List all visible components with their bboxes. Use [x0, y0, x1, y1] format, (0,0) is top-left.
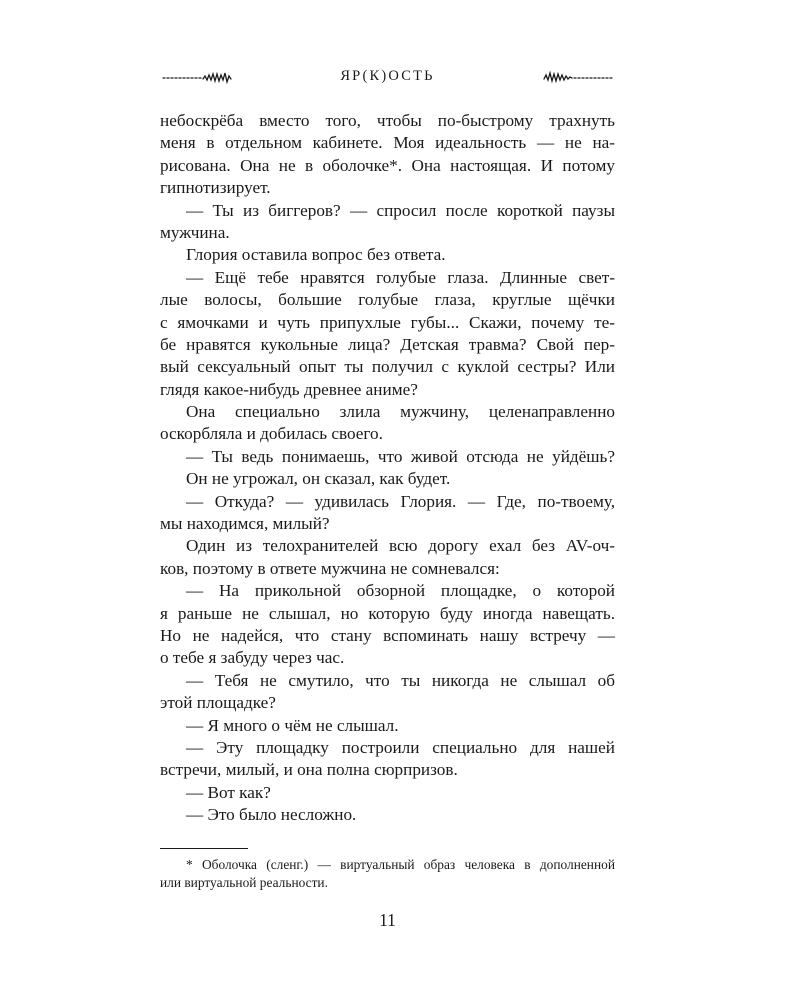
text-line: бе нравятся кукольные лица? Детская травма? Свой пер- [160, 334, 615, 354]
text-line: рисована. Она не в оболочке*. Она настоящая. И потому [160, 155, 615, 175]
text-line: мы находимся, милый? [160, 514, 330, 534]
text-line: — Тебя не смутило, что ты никогда не слышал об [186, 670, 615, 690]
text-line: — Я много о чём не слышал. [186, 715, 399, 735]
text-line: встречи, милый, и она полна сюрпризов. [160, 760, 458, 780]
text-line: лые волосы, большие голубые глаза, круглые щёчки [160, 290, 615, 310]
text-line: этой площадке? [160, 693, 276, 713]
text-line: о тебе я забуду через час. [160, 648, 345, 668]
text-line: Один из телохранителей всю дорогу ехал без AV-оч- [186, 536, 615, 556]
text-line: — Ты ведь понимаешь, что живой отсюда не уйдёшь? [186, 446, 615, 466]
text-line: — Ты из биггеров? — спросил после короткой паузы [186, 200, 615, 220]
text-line: оскорбляла и добилась своего. [160, 424, 383, 444]
text-line: — Это было несложно. [186, 805, 357, 825]
text-line: Но не надейся, что стану вспоминать нашу встречу — [160, 625, 615, 645]
decorative-rule-ornament-icon [541, 69, 613, 85]
running-header [160, 66, 615, 90]
text-line: с ямочками и чуть припухлые губы... Скажи, почему те- [160, 312, 615, 332]
text-line: — Вот как? [186, 782, 271, 802]
footnote [160, 856, 615, 892]
text-line: Глория оставила вопрос без ответа. [186, 245, 446, 265]
text-line: глядя какое-нибудь древнее аниме? [160, 379, 418, 399]
body-text [160, 110, 615, 827]
text-line: мужчина. [160, 222, 230, 242]
running-title: ЯР(К)ОСТЬ [340, 68, 435, 84]
footnote-divider [160, 848, 248, 849]
text-line: небоскрёба вместо того, чтобы по-быстрому трахнуть [160, 111, 615, 130]
text-line: гипнотизирует. [160, 178, 271, 198]
footnote-line: * Оболочка (сленг.) — виртуальный образ человека в дополненной [186, 857, 615, 872]
text-line: Она специально злила мужчину, целенаправленно [186, 402, 615, 422]
footnote-line: или виртуальной реальности. [160, 875, 328, 890]
page-number: 11 [379, 910, 396, 930]
text-line: — Эту площадку построили специально для нашей [186, 737, 615, 757]
text-line: — Ещё тебе нравятся голубые глаза. Длинные свет- [186, 267, 615, 287]
text-line: я раньше не слышал, но которую буду иногда навещать. [160, 603, 615, 623]
text-line: вый сексуальный опыт ты получил с куклой сестры? Или [160, 357, 615, 377]
text-line: ков, поэтому в ответе мужчина не сомневался: [160, 558, 500, 578]
text-line: — Откуда? — удивилась Глория. — Где, по-твоему, [186, 491, 615, 511]
text-line: Он не угрожал, он сказал, как будет. [186, 469, 451, 489]
text-line: — На прикольной обзорной площадке, о которой [186, 581, 615, 601]
text-line: меня в отдельном кабинете. Моя идеальность — не на- [160, 133, 615, 153]
